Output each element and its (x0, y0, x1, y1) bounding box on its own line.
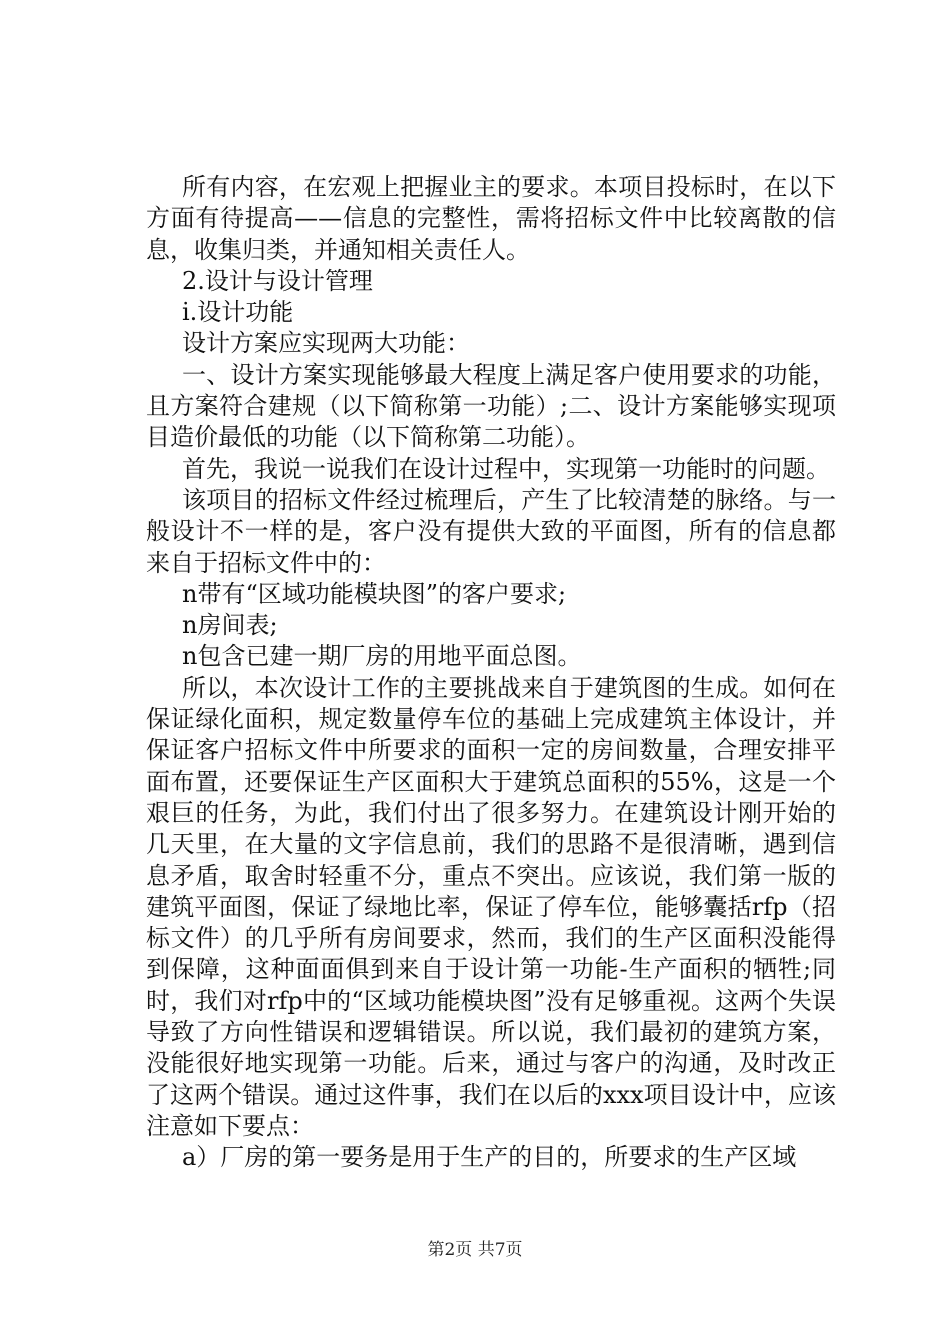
body-text (146, 172, 836, 1174)
paragraph-functions: 一、设计方案实现能够最大程度上满足客户使用要求的功能，且方案符合建规（以下简称第一功能）;二、设计方案能够实现项目造价最低的功能（以下简称第二功能）。 (146, 360, 836, 452)
list-item: n房间表; (182, 611, 278, 640)
paragraph-first-issue: 首先，我说一说我们在设计过程中，实现第一功能时的问题。 (182, 454, 830, 483)
subsection-heading: i.设计功能 (182, 298, 294, 327)
section-heading: 2.设计与设计管理 (182, 266, 373, 295)
paragraph-challenge: 所以，本次设计工作的主要挑战来自于建筑图的生成。如何在保证绿化面积，规定数量停车位的基础上完成建筑主体设计，并保证客户招标文件中所要求的面积一定的房间数量，合理安排平面布置，还要保证生产区面积大于建筑总面积的55%，这是一个艰巨的任务，为此，我们付出了很多努力。在建筑设计刚开始的几天里，在大量的文字信息前，我们的思路不是很清晰，遇到信息矛盾，取舍时轻重不分，重点不突出。应该说，我们第一版的建筑平面图，保证了绿地比率，保证了停车位，能够囊括rfp（招标文件）的几乎所有房间要求，然而，我们的生产区面积没能得到保障，这种面面俱到来自于设计第一功能-生产面积的牺牲;同时，我们对rfp中的“区域功能模块图”没有足够重视。这两个失误导致了方向性错误和逻辑错误。所以说，我们最初的建筑方案，没能很好地实现第一功能。后来，通过与客户的沟通，及时改正了这两个错误。通过这件事，我们在以后的xxx项目设计中，应该注意如下要点： (146, 673, 836, 1140)
paragraph-functions-lead: 设计方案应实现两大功能： (182, 329, 470, 358)
paragraph-point-a: a）厂房的第一要务是用于生产的目的，所要求的生产区域 (182, 1143, 797, 1172)
page-footer: 第2页 共7页 (427, 1240, 523, 1260)
paragraph-intro: 所有内容，在宏观上把握业主的要求。本项目投标时，在以下方面有待提高——信息的完整性，需将招标文件中比较离散的信息，收集归类，并通知相关责任人。 (146, 173, 836, 264)
list-item: n包含已建一期厂房的用地平面总图。 (182, 642, 582, 671)
list-item: n带有“区域功能模块图”的客户要求; (182, 579, 567, 608)
paragraph-tender: 该项目的招标文件经过梳理后，产生了比较清楚的脉络。与一般设计不一样的是，客户没有提供大致的平面图，所有的信息都来自于招标文件中的： (146, 485, 836, 577)
